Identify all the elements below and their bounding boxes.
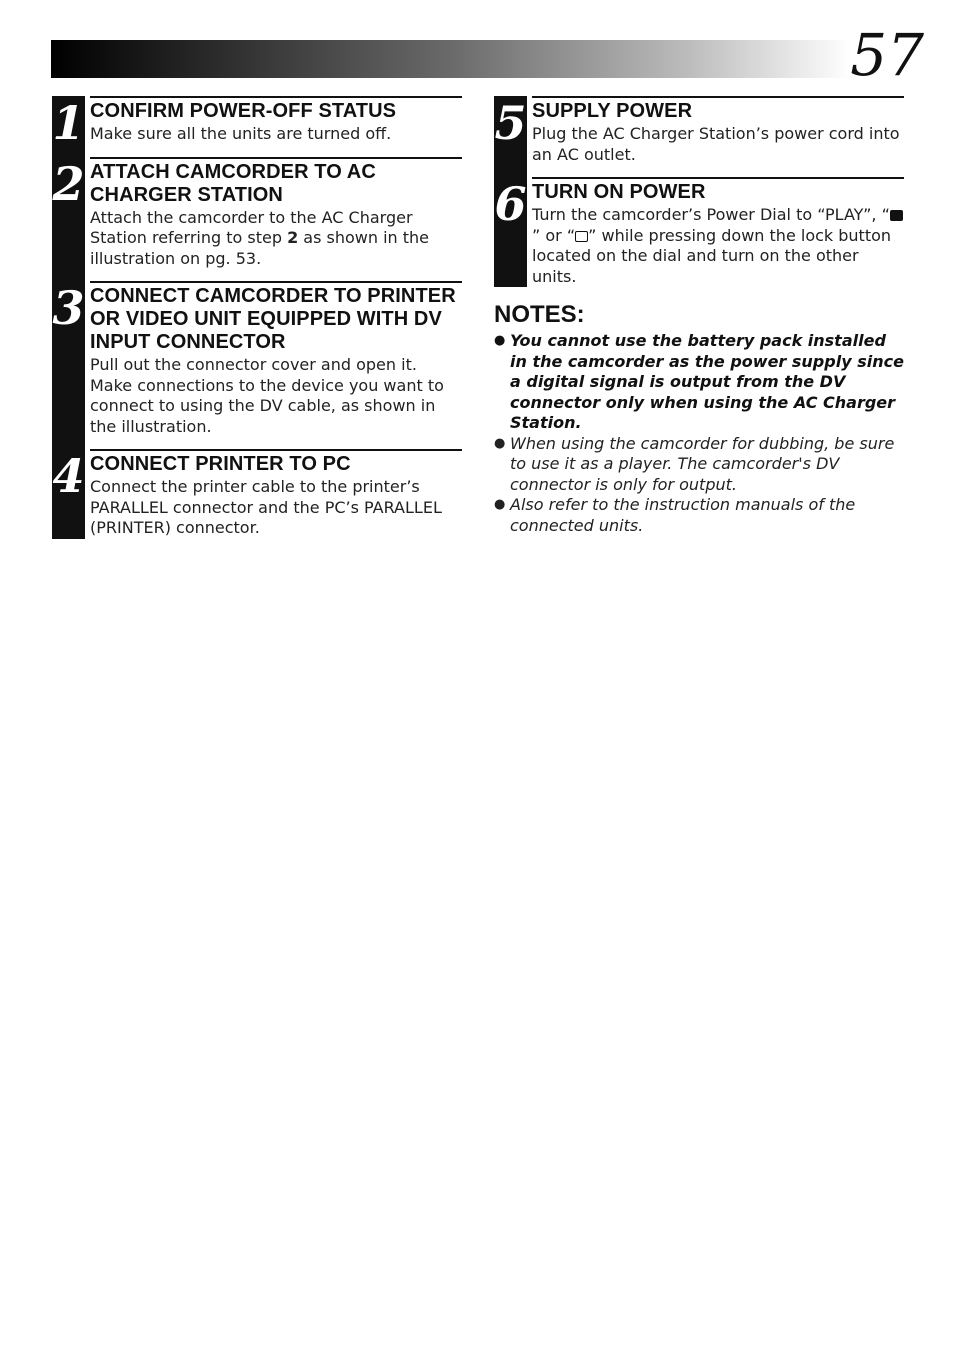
step-title: ATTACH CAMCORDER TO AC CHARGER STATION (90, 160, 376, 206)
step-3 (52, 281, 462, 437)
bullet-icon: ● (494, 497, 506, 512)
step-number: 3 (52, 281, 85, 335)
step-4 (52, 449, 462, 539)
note-item: ● You cannot use the battery pack installed in the camcorder as the power supply since a digital signal is output from the DV connector only when using the AC Charger Station. (494, 331, 904, 432)
step-1 (52, 96, 462, 150)
step-title: CONNECT PRINTER TO PC (90, 453, 351, 475)
step-body: Make sure all the units are turned off. (90, 124, 392, 143)
page-number: 57 (850, 21, 924, 89)
step-2 (52, 156, 462, 270)
camera-mode-outline-icon (575, 231, 588, 242)
left-column (52, 96, 462, 539)
header-gradient-bar (51, 40, 851, 78)
step-6 (494, 177, 904, 287)
step-number: 4 (52, 449, 85, 503)
notes-list (494, 331, 904, 536)
step-5 (494, 96, 904, 165)
step-reference: 2 (287, 228, 299, 247)
bullet-icon: ● (494, 333, 506, 348)
note-item: ● Also refer to the instruction manuals of the connected units. (494, 495, 856, 535)
step-title: SUPPLY POWER (532, 100, 693, 122)
note-item: ● When using the camcorder for dubbing, be sure to use it as a player. The camcorder's DV connector is only for output. (494, 433, 895, 494)
camera-mode-filled-icon (890, 210, 903, 221)
step-title: CONNECT CAMCORDER TO PRINTER OR VIDEO UNIT EQUIPPED WITH DV INPUT CONNECTOR (90, 285, 456, 353)
step-body: Pull out the connector cover and open it. Make connections to the device you want to connect to using the DV cable, as shown in the illustration. (90, 355, 444, 436)
left-step-block (52, 96, 462, 539)
right-step-block (494, 96, 904, 287)
step-number: 1 (52, 96, 85, 150)
step-body: Turn the camcorder’s Power Dial to “PLAY”, “” or “ ” while pressing down the lock button located on the dial and turn on the other units. (532, 205, 904, 287)
step-number: 5 (494, 96, 527, 150)
step-title: TURN ON POWER (532, 181, 706, 203)
notes-title: NOTES: (494, 301, 585, 328)
notes-section (494, 301, 904, 536)
right-column (494, 96, 904, 536)
step-number: 2 (52, 156, 85, 211)
step-number: 6 (494, 177, 527, 231)
bullet-icon: ● (494, 435, 506, 451)
step-body: Connect the printer cable to the printer’s PARALLEL connector and the PC’s PARALLEL (PRINTER) connector. (90, 477, 442, 537)
step-body: Attach the camcorder to the AC Charger Station referring to step 2 as shown in the illustration on pg. 53. (90, 207, 430, 268)
step-body: Plug the AC Charger Station’s power cord into an AC outlet. (532, 124, 900, 164)
step-title: CONFIRM POWER-OFF STATUS (90, 100, 397, 122)
